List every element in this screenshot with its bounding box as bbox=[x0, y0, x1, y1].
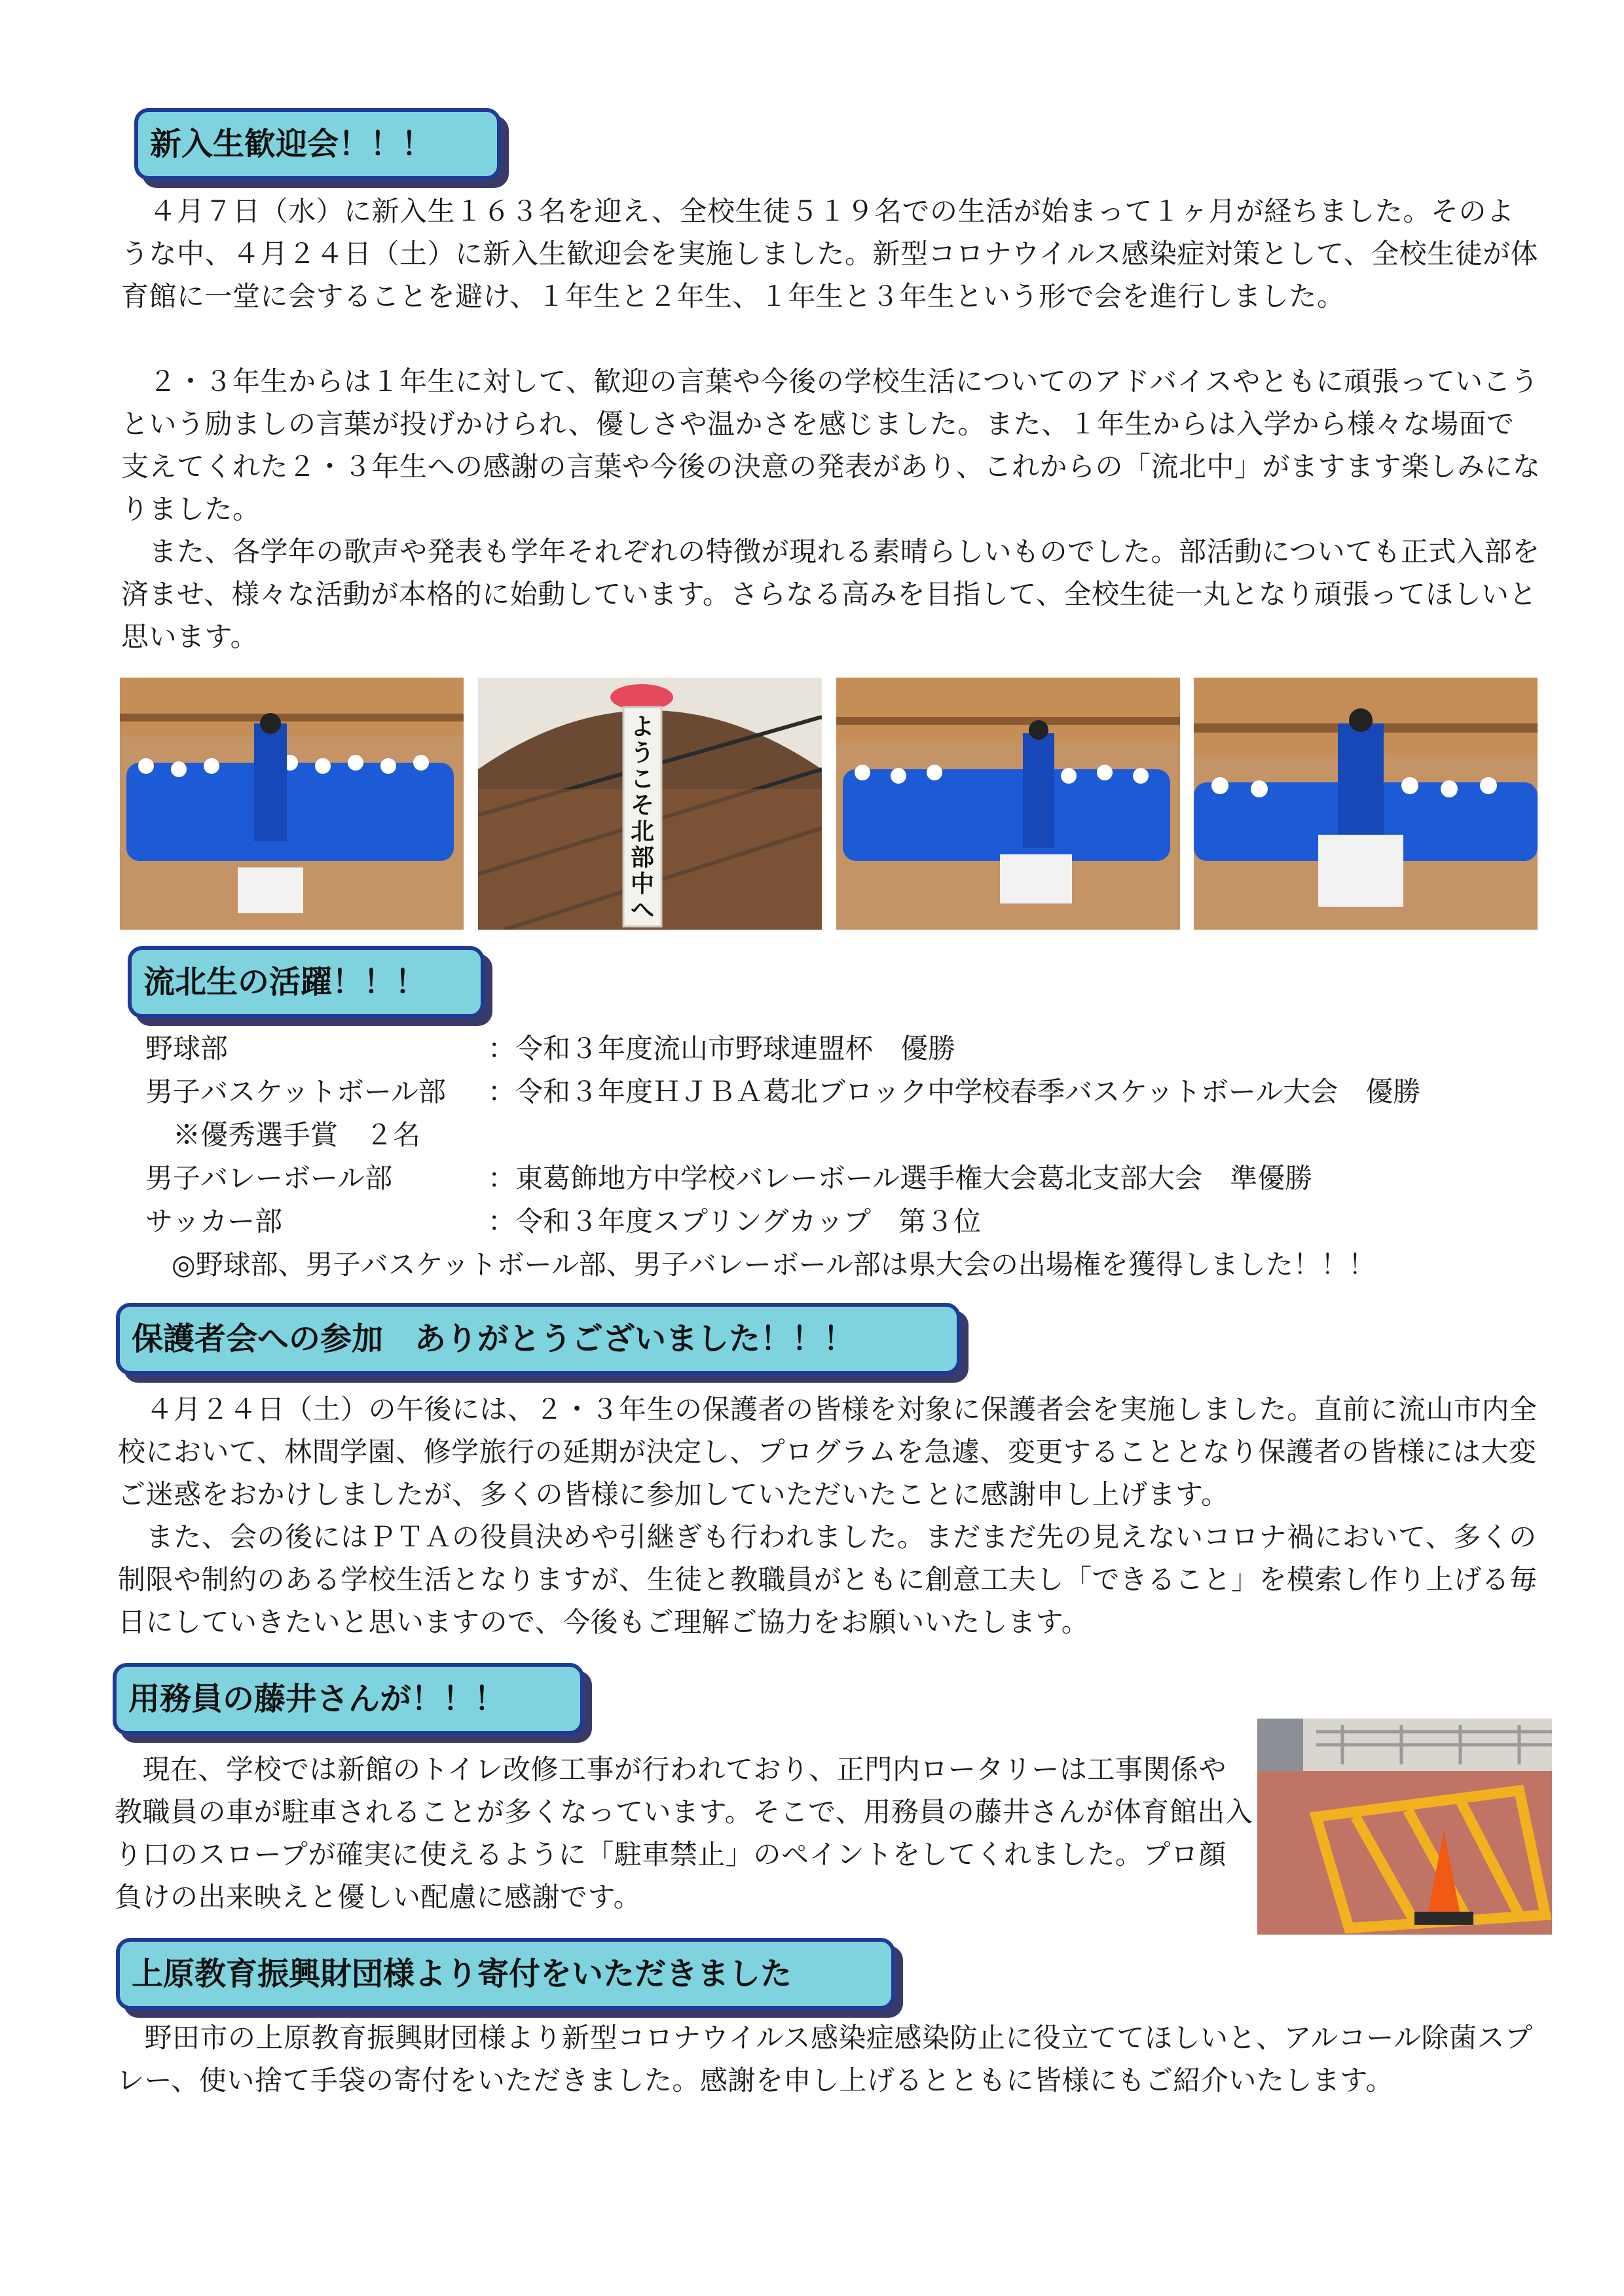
heading-fujii: 用務員の藤井さんが！！！ bbox=[113, 1663, 584, 1735]
heading-activities: 流北生の活躍！！！ bbox=[128, 946, 485, 1018]
parents-paragraph-2: また、会の後にはＰＴＡの役員決めや引継ぎも行われました。まだまだ先の見えないコロナ禍において、多くの制限や制約のある学校生活となりますが、生徒と教職員がともに創意工夫し「できること」を模索し作り上げる毎日にしていきたいと思いますので、今後もご理解ご協力をお願いいたします。 bbox=[118, 1521, 1538, 1638]
photo-welcome-banner bbox=[478, 678, 822, 930]
fujii-paragraph: 現在、学校では新館のトイレ改修工事が行われており、正門内ロータリーは工事関係や教職員の車が駐車されることが多くなっています。そこで、用務員の藤井さんが体育館出入り口のスロープが確実に使えるように「駐車禁止」のペイントをしてくれました。プロ顔負けの出来映えと優しい配慮に感謝です。 bbox=[115, 1753, 1253, 1913]
photo-no-parking-paint bbox=[1257, 1719, 1552, 1935]
heading-parents: 保護者会への参加 ありがとうございました！！！ bbox=[116, 1303, 961, 1375]
activity-row-1-club: 野球部 bbox=[145, 1032, 229, 1065]
banner-text: ようこそ北部中へ bbox=[630, 713, 654, 924]
activity-row-2-result: ：令和３年度ＨＪＢＡ葛北ブロック中学校春季バスケットボール大会 優勝 bbox=[488, 1076, 1421, 1108]
activity-row-5-result: ：令和３年度スプリングカップ 第３位 bbox=[488, 1205, 982, 1237]
activity-row-4-club: 男子バレーボール部 bbox=[145, 1162, 393, 1194]
activity-row-2-club: 男子バスケットボール部 bbox=[145, 1076, 447, 1108]
activity-row-4-result: ：東葛飾地方中学校バレーボール選手権大会葛北支部大会 準優勝 bbox=[488, 1162, 1313, 1194]
welcome-paragraph-3: また、各学年の歌声や発表も学年それぞれの特徴が現れる素晴らしいものでした。部活動についても正式入部を済ませ、様々な活動が本格的に始動しています。さらなる高みを目指して、全校生徒一丸となり頑張ってほしいと思います。 bbox=[121, 536, 1540, 653]
activity-row-3-award: ※優秀選手賞 ２名 bbox=[145, 1119, 421, 1151]
photo-welcome-3 bbox=[836, 678, 1180, 930]
welcome-paragraph-2: ２・３年生からは１年生に対して、歓迎の言葉や今後の学校生活についてのアドバイスやともに頑張っていこうという励ましの言葉が投げかけられ、優しさや温かさを感じました。また、１年生からは入学から様々な場面で支えてくれた２・３年生への感謝の言葉や今後の決意の発表があり、これからの「流北中」がますます楽しみになりました。 bbox=[121, 365, 1541, 525]
activity-note: ◎野球部、男子バスケットボール部、男子バレーボール部は県大会の出場権を獲得しました！！！ bbox=[172, 1248, 1376, 1281]
welcome-paragraph-1: ４月７日（水）に新入生１６３名を迎え、全校生徒５１９名での生活が始まって１ヶ月が経ちました。そのような中、４月２４日（土）に新入生歓迎会を実施しました。新型コロナウイルス感染症対策として、全校生徒が体育館に一堂に会することを避け、１年生と２年生、１年生と３年生という形で会を進行しました。 bbox=[121, 195, 1539, 312]
heading-donation: 上原教育振興財団様より寄付をいただきました bbox=[116, 1938, 895, 2010]
parents-paragraph-1: ４月２４日（土）の午後には、２・３年生の保護者の皆様を対象に保護者会を実施しました。直前に流山市内全校において、林間学園、修学旅行の延期が決定し、プログラムを急遽、変更することとなり保護者の皆様には大変ご迷惑をおかけしましたが、多くの皆様に参加していただいたことに感謝申し上げます。 bbox=[118, 1393, 1538, 1510]
activity-row-5-club: サッカー部 bbox=[145, 1205, 283, 1237]
photo-welcome-4 bbox=[1194, 678, 1538, 930]
donation-paragraph: 野田市の上原教育振興財団様より新型コロナウイルス感染症感染防止に役立ててほしいと、アルコール除菌スプレー、使い捨て手袋の寄付をいただきました。感謝を申し上げるとともに皆様にもご紹介いたします。 bbox=[117, 2022, 1533, 2096]
heading-welcome: 新入生歓迎会！！！ bbox=[134, 108, 501, 180]
activity-row-1-result: ：令和３年度流山市野球連盟杯 優勝 bbox=[488, 1032, 956, 1065]
photo-welcome-1 bbox=[120, 678, 464, 930]
